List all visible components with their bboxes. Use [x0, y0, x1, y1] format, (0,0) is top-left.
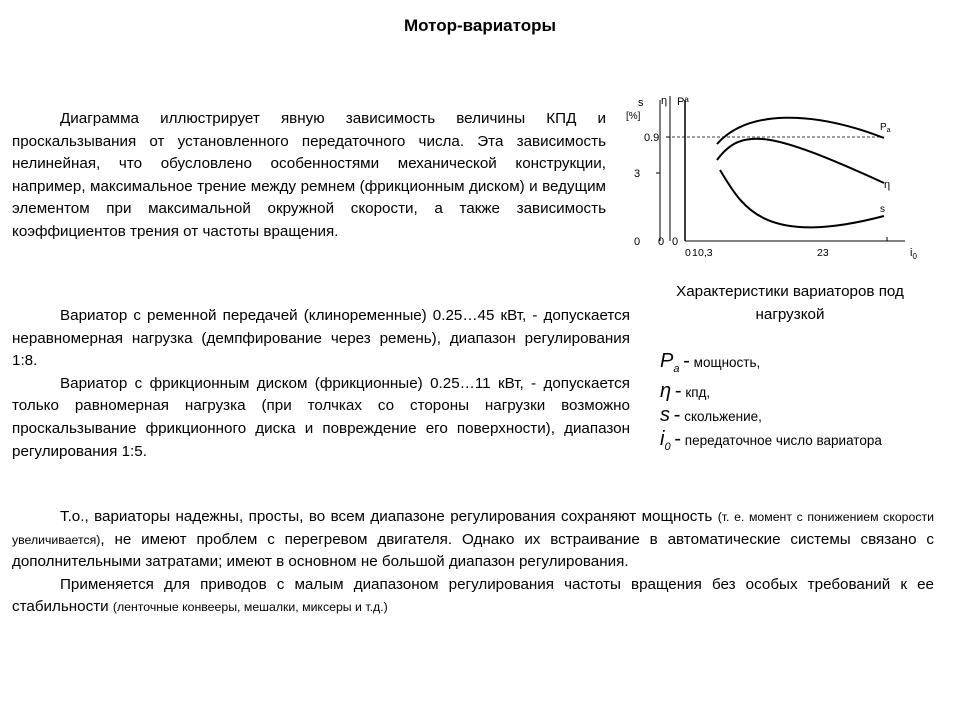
application-text: Применяется для приводов с малым диапазоном регулирования частоты вращения без особых требований к ее стабильности	[12, 575, 934, 616]
chart-legend	[660, 350, 950, 458]
eta-tick-0: 0	[658, 236, 665, 248]
x-tick-1: 1	[692, 247, 698, 259]
chart-caption: Характеристики вариаторов под нагрузкой	[676, 283, 904, 323]
paragraph-conclusion: Т.о., вариаторы надежны, просты, во всем диапазоне регулирования сохраняют мощность (т. е. момент с понижением скорости увеличивается), не имеют проблем с перегревом двигателя. Однако их встраивание в автоматические системы связано с дополнительными затратами; имеют в основном не большой диапазон регулирования. Применяется для приводов с малым диапазоном регулирования частоты вращения без особых требований к ее стабильности (ленточные конвееры, мешалки, миксеры и т.д.)	[12, 508, 934, 616]
belt-variator-text: Вариатор с ременной передачей (клиноременные) 0.25…45 кВт, - допускается неравномерная нагрузка (демпфирование через ремень), диапазон регулирования 1:8.	[12, 307, 630, 370]
paragraph-diagram-description: Диаграмма иллюстрирует явную зависимость величины КПД и проскальзывания от установленного передаточного числа. Эта зависимость нелинейная, что обусловлено особенностями механической конструкции, например, максимальное трение между ремнем (фрикционным диском) и ведущим элементом при максимальной окружной скорости, а также зависимость коэффициентов трения от частоты вращения.	[12, 110, 606, 240]
axis-p-label: $P^a$	[677, 95, 689, 108]
s-tick-0: 0	[634, 236, 641, 248]
curve-slip	[720, 170, 884, 227]
application-note: (ленточные конвееры, мешалки, миксеры и т.д.)	[112, 600, 388, 615]
friction-variator-text: Вариатор с фрикционным диском (фрикционные) 0.25…11 кВт, - допускается только равномерная нагрузка (при толчках со стороны нагрузки возможно проскальзывание фрикционного диска и повреждение его поверхности), диапазон регулирования 1:5.	[12, 374, 630, 460]
paragraph-variator-types	[12, 305, 630, 463]
legend-item-slip: s - скольжение,	[660, 404, 762, 426]
conclusion-note: (т. е. момент с понижением скорости увеличивается)	[12, 510, 934, 547]
legend-item-power: $P_a$ - мощность,	[660, 350, 761, 375]
eta-tick-09: 0.9	[644, 132, 660, 144]
legend-item-efficiency: η - кпд,	[660, 380, 711, 402]
axis-eta-label: η	[661, 95, 668, 107]
axis-s-label: s	[638, 97, 644, 109]
curve-efficiency	[717, 139, 884, 183]
curve-power-label: $P_a$	[880, 122, 891, 134]
slide-title: Мотор-вариаторы	[403, 16, 556, 35]
x-axis-label: $i_0$	[910, 247, 917, 261]
curve-slip-label: s	[880, 204, 885, 215]
s-tick-3: 3	[634, 168, 641, 180]
variator-characteristics-chart	[612, 88, 942, 268]
p-tick-0: 0	[672, 236, 679, 248]
curve-efficiency-label: η	[884, 179, 891, 191]
x-tick-23: 23	[817, 247, 829, 259]
x-tick-03: 0,3	[698, 247, 713, 259]
x-tick-0: 0	[685, 247, 691, 259]
legend-item-ratio: $i_0$ - передаточное число вариатора	[660, 428, 882, 453]
axis-s-unit: [%]	[626, 111, 641, 122]
